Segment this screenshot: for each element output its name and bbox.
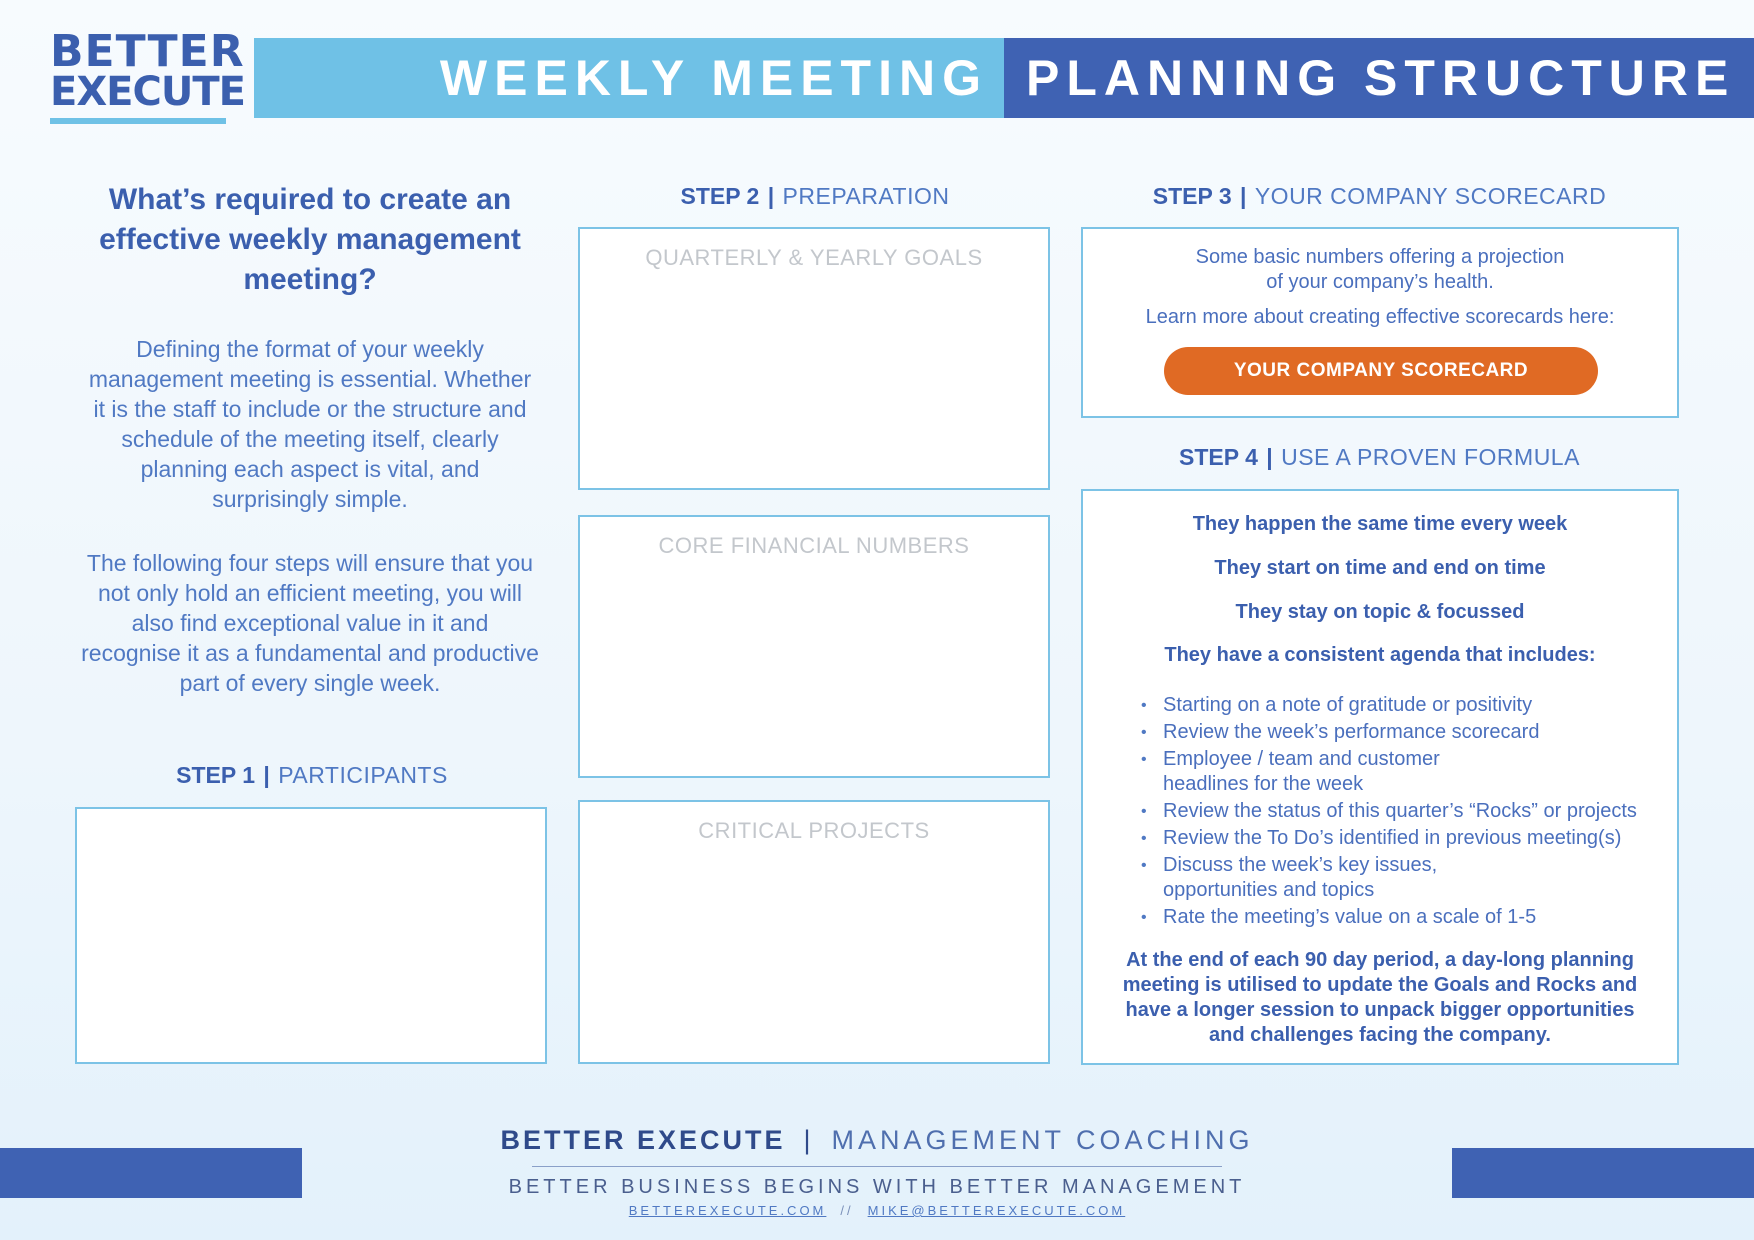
footer-email-link[interactable]: MIKE@BETTEREXECUTE.COM [867, 1203, 1126, 1218]
agenda-item: • Review the status of this quarter’s “Rocks” or projects [1141, 799, 1637, 824]
step4-label: USE A PROVEN FORMULA [1281, 444, 1580, 470]
logo-underline [50, 118, 226, 124]
footer-brand-line [0, 1125, 1754, 1156]
formula-point-1: They happen the same time every week [1192, 513, 1568, 535]
step1-label: PARTICIPANTS [278, 762, 448, 788]
agenda-item: • Review the To Do’s identified in previous meeting(s) [1141, 826, 1637, 851]
footer-separator: | [803, 1125, 814, 1155]
step1-separator: | [263, 762, 270, 788]
participants-box[interactable] [75, 807, 547, 1064]
agenda-item: • Discuss the week’s key issues, opportunities and topics [1141, 853, 1637, 903]
scorecard-text-line2: of your company’s health. [1266, 271, 1494, 293]
financial-numbers-box-label: CORE FINANCIAL NUMBERS [658, 533, 970, 558]
agenda-list [1141, 693, 1637, 932]
intro-paragraph-1: Defining the format of your weekly management meeting is essential. Whether it is the staff to include or the structure and schedule of the meeting itself, clearly planning each aspect is vital, and surprisingly simple. [88, 336, 532, 512]
step3-heading [1081, 183, 1678, 210]
formula-point-4: They have a consistent agenda that includes: [1164, 644, 1596, 666]
financial-numbers-box[interactable] [578, 515, 1050, 778]
header-left-title: WEEKLY MEETING [439, 50, 988, 106]
footer-contact-divider: // [840, 1203, 854, 1218]
agenda-item: • Review the week’s performance scorecard [1141, 720, 1637, 745]
scorecard-button[interactable]: YOUR COMPANY SCORECARD [1164, 347, 1598, 395]
formula-closing: At the end of each 90 day period, a day-long planning meeting is utilised to update the Goals and Rocks and have a longer session to unpack bigger opportunities and challenges facing the company. [1122, 949, 1638, 1046]
formula-point-2: They start on time and end on time [1214, 557, 1546, 579]
step4-number: STEP 4 [1179, 444, 1258, 470]
step1-number: STEP 1 [176, 762, 256, 788]
footer-brand: BETTER EXECUTE [500, 1125, 786, 1155]
goals-box-label: QUARTERLY & YEARLY GOALS [645, 245, 983, 270]
step2-label: PREPARATION [782, 183, 950, 209]
logo [50, 26, 245, 124]
footer-tagline: BETTER BUSINESS BEGINS WITH BETTER MANAGEMENT [508, 1176, 1246, 1198]
step4-heading [1081, 444, 1678, 471]
step3-label: YOUR COMPANY SCORECARD [1254, 183, 1607, 209]
scorecard-box [1081, 227, 1679, 418]
formula-point-3: They stay on topic & focussed [1235, 601, 1525, 623]
formula-box [1081, 489, 1679, 1065]
step2-separator: | [767, 183, 775, 209]
critical-projects-box-label: CRITICAL PROJECTS [698, 818, 930, 843]
header-banner-right [1004, 38, 1754, 118]
agenda-item: • Rate the meeting’s value on a scale of 1-5 [1141, 905, 1637, 930]
step2-number: STEP 2 [680, 183, 760, 209]
goals-box[interactable] [578, 227, 1050, 490]
header-banner-left [254, 38, 1004, 118]
scorecard-text-line1: Some basic numbers offering a projection [1195, 246, 1565, 268]
intro-title: What’s required to create an effective weekly management meeting? [99, 183, 521, 296]
footer-divider-line [532, 1166, 1222, 1167]
agenda-item: • Starting on a note of gratitude or positivity [1141, 693, 1637, 718]
logo-line1: BETTER [50, 26, 245, 77]
agenda-item: • Employee / team and customer headlines for the week [1141, 747, 1637, 797]
footer-contact [0, 1203, 1754, 1218]
intro-paragraph-2: The following four steps will ensure that you not only hold an efficient meeting, you will also find exceptional value in it and recognise it as a fundamental and productive part of every single week. [81, 550, 539, 696]
step3-number: STEP 3 [1152, 183, 1232, 209]
step2-heading [578, 183, 1052, 210]
scorecard-learn-more: Learn more about creating effective scorecards here: [1145, 306, 1615, 328]
step4-separator: | [1266, 444, 1273, 470]
logo-line2: EXECUTE [50, 69, 245, 115]
header-right-title: PLANNING STRUCTURE [1026, 50, 1736, 106]
step1-heading [75, 762, 549, 789]
footer-service: MANAGEMENT COACHING [831, 1125, 1254, 1155]
step3-separator: | [1240, 183, 1247, 209]
critical-projects-box[interactable] [578, 800, 1050, 1064]
footer-website-link[interactable]: BETTEREXECUTE.COM [628, 1203, 827, 1218]
